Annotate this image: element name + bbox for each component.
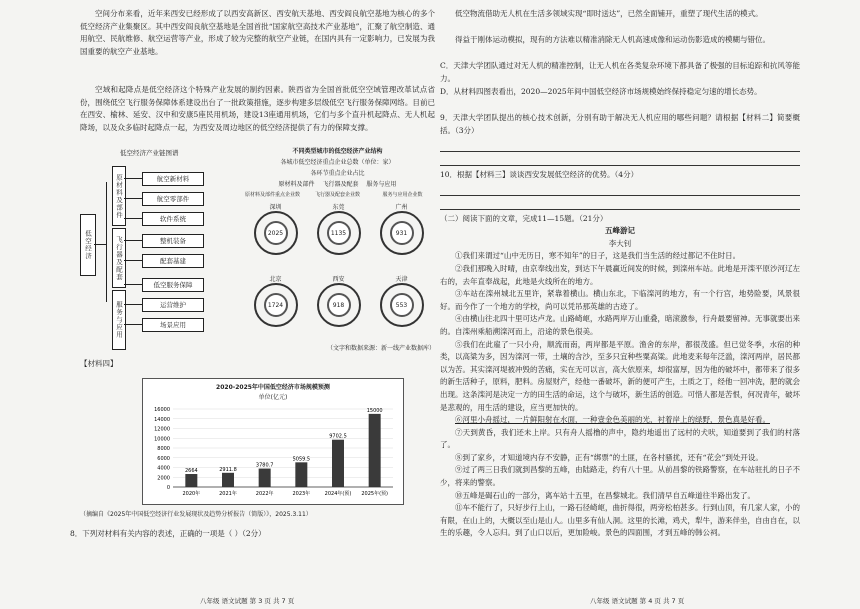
chain-title: 低空经济产业链图谱 xyxy=(120,149,179,157)
bar-value-label: 15000 xyxy=(366,407,383,414)
right-page xyxy=(440,8,800,562)
chart1-subtitle: 各城市低空经济重点企业总数（单位：家） xyxy=(280,159,395,166)
city-ring xyxy=(380,211,424,255)
legend-col-2: 服务与应用企业数 xyxy=(382,192,423,198)
chain-item-3: 整机装备 xyxy=(142,234,204,248)
chain-item-4: 配套基建 xyxy=(142,254,204,268)
option-b-text: 低空物流借助无人机在生活多领域实现“即时送达”，已然全面铺开，重塑了现代生活的模式。 xyxy=(455,9,763,18)
essay-paragraph: ⑩五峰是碣石山的一部分，离车站十五里，在昌黎城北。我们清早自五峰道往半路出发了。 xyxy=(455,490,755,500)
right-footer: 八年级 语文试题 第 4 页 共 7 页 xyxy=(590,597,685,605)
bar xyxy=(295,462,307,487)
x-tick-label: 2021年 xyxy=(219,491,237,497)
y-tick-label: 6000 xyxy=(157,455,170,462)
chain-item-0: 航空新材料 xyxy=(142,172,204,186)
essay-paragraph: ②我们那晚入时晴，由京奉线出发，到达下午晨赢近间发的时候，到滦州车站。此地是开滦平原沙河辽左右的，去年直奉战起，此地是火线所在的地方。 xyxy=(440,263,800,286)
city-card xyxy=(311,202,366,255)
essay-paragraph: ⑥河里小舟摇过，一片鲜阳射在水面，一种壹金色美丽的光，衬着岸上的绿野，景色真是好看。 xyxy=(455,415,770,425)
legend-0: 原材料及部件 xyxy=(278,181,315,188)
city-name: 西安 xyxy=(332,276,345,283)
left-page xyxy=(70,8,435,538)
y-tick-label: 14000 xyxy=(154,416,170,423)
chain-item-6: 运营维护 xyxy=(142,298,204,312)
essay-paragraph: ⑦天到黄昏，我们还未上岸。只有舟人摇橹的声中，隐约地遥出了远村的犬吠，知道要到了我们的村落了。 xyxy=(440,427,800,450)
left-footer: 八年级 语文试题 第 3 页 共 7 页 xyxy=(200,597,295,605)
legend-2: 服务与应用 xyxy=(366,181,397,188)
market-size-chart xyxy=(142,378,404,505)
material-4-label: 【材料四】 xyxy=(80,359,118,368)
bar xyxy=(259,469,271,487)
city-value: 918 xyxy=(332,301,345,309)
essay-paragraph: ⑨过了两三日我们就到昌黎的五峰，由陆路走，约有八十里。从前昌黎的铁路警察，在车站驻扎的日子不少，将来的警察。 xyxy=(440,465,800,488)
essay-author: 李大钊 xyxy=(608,238,632,248)
city-card xyxy=(248,202,303,255)
bar xyxy=(332,440,344,487)
legend-col-1: 飞行器及配套企业数 xyxy=(314,192,360,198)
section-2-heading: （二）阅读下面的文章，完成11—15题。（21分） xyxy=(440,213,608,223)
y-tick-label: 0 xyxy=(166,485,170,491)
essay-paragraph: ⑪车不能行了，只好步行上山，一路石径崎岖，曲折得很，两旁松柏甚多。行到山顶，有几家人家，小的有限，在山上的，大概以至山是山人。山里多有仙人洞。这里的长滩，鸡犬，犁牛，游来伴坐，自由自在，以生的乐趣，令人忘归。到了山口以后，更加险峻。景色的四面围，才到五峰的韩公祠。 xyxy=(440,503,800,538)
left-paragraph-1: 空间分布来看，近年来西安已经形成了以西安高新区、西安航天基地、西安阎良航空基地为核心的多个低空经济产业集聚区。其中西安阎良航空基地是全国首批“国家航空高技术产业基地”，汇聚了航空制造、通用航空、民航维修、航空运营等产业，形成了较为完整的航空产业链，在国内具有一定影响力，已发展为我国重要的航空产业基地。 xyxy=(80,9,435,56)
city-card xyxy=(374,202,429,255)
city-value: 1724 xyxy=(267,301,284,309)
city-card xyxy=(248,274,303,327)
source-note-2: （摘编自《2025年中国低空经济行业发展现状及趋势分析报告（简版）》，2025.3.11） xyxy=(80,511,312,518)
answer-line-10a[interactable] xyxy=(440,185,800,196)
x-tick-label: 2022年 xyxy=(255,491,274,497)
chain-group-1: 飞行器及配套 xyxy=(112,228,126,288)
chain-root: 低空经济 xyxy=(80,214,96,276)
bar-value-label: 2911.8 xyxy=(219,466,237,473)
bar-value-label: 2664 xyxy=(184,468,198,475)
city-ring xyxy=(317,283,361,327)
y-tick-label: 8000 xyxy=(157,446,170,452)
city-name: 广州 xyxy=(395,204,408,211)
city-ring xyxy=(380,283,424,327)
city-ring xyxy=(317,211,361,255)
city-name: 北京 xyxy=(269,276,282,283)
option-d: D．从材料四图表看出，2020—2025年间中国低空经济市场规模始终保持稳定匀速的增长态势。 xyxy=(440,87,762,96)
answer-line-9b[interactable] xyxy=(440,155,800,166)
answer-line-10b[interactable] xyxy=(440,199,800,210)
option-c: C．天津大学团队通过对无人机的精准控制，让无人机在各类复杂环境下都具备了极强的目标追踪和抗风等能力。 xyxy=(440,61,800,83)
legend-1: 飞行器及配套 xyxy=(322,181,359,188)
y-tick-label: 4000 xyxy=(157,465,170,472)
essay-title: 五峰游记 xyxy=(605,226,635,236)
city-value: 1135 xyxy=(330,229,347,237)
city-value: 931 xyxy=(395,229,408,237)
left-paragraph-2: 空域和起降点是低空经济这个特殊产业发展的制约因素。陕西省为全国首批低空空域管理改革试点省份，围绕低空飞行服务保障体系建设出台了一批政策措施，逐步构建多层级低空飞行服务保障网络。目前已在西安、榆林、延安、汉中和安康5座民用机场，建设13座通用机场，它们与多个直升机起降点、无人机起降场，以及众多临时起降点一起，为西安及周边地区的低空经济提供了有力的保障支撑。 xyxy=(80,85,435,132)
question-9: 9．天津大学团队提出的核心技术创新，分别有助于解决无人机应用的哪些问题？请根据【材料二】简要概括。（3分） xyxy=(440,113,800,135)
industry-chain-diagram xyxy=(80,144,240,344)
essay-paragraph: ⑤我们在此雇了一只小舟，顺流而南，两岸都是平原。渔舍的东岸，都很茂盛。但已觉冬季，水宿的种类，以高粱为多，因为滦河一带，土壤的含沙，至多只宜种些粟高粱。此地麦来每年泛滥，滦河两岸，居民都以为苦。其实滦河堤被冲毁的苦痛，实在无可以言，高大依原来，却很富厚，因为他的破坏中，都带来了很多的新生活种子，原料，肥料。房屋财产，经他一番破坏，新的便可产生，土质之丁，经他一回冲洗，肥的就会出现。这条滦河是决定一方的田生活的命运，这个与破坏，新生活的创造。可惜人都是苦恨，何况青年，破坏是悲观的，用生活的建设，应当更加快的。 xyxy=(440,339,800,412)
bar-value-label: 3780.7 xyxy=(255,462,274,469)
legend-columns xyxy=(240,191,435,198)
chart2-title: 2020-2025年中国低空经济市场规模预测 xyxy=(216,384,330,391)
bar xyxy=(222,473,234,487)
city-card xyxy=(311,274,366,327)
essay-body xyxy=(440,250,800,562)
chart1-subtitle2: 各环节重点企业占比 xyxy=(310,170,365,177)
chain-item-2: 软件系统 xyxy=(142,212,204,226)
y-tick-label: 12000 xyxy=(154,426,170,433)
chain-group-2: 服务与应用 xyxy=(112,290,126,350)
city-card xyxy=(374,274,429,327)
y-tick-label: 10000 xyxy=(154,436,170,443)
city-ring xyxy=(254,211,298,255)
city-name: 深圳 xyxy=(269,204,282,211)
legend-col-0: 原材料及部件重点企业数 xyxy=(245,192,301,198)
city-structure-chart xyxy=(240,146,435,351)
answer-line-9a[interactable] xyxy=(440,141,800,152)
x-tick-label: 2020年 xyxy=(182,491,201,497)
y-tick-label: 2000 xyxy=(157,475,170,482)
city-ring xyxy=(254,283,298,327)
bar-value-label: 5059.5 xyxy=(292,456,311,463)
chain-group-0: 原材料及部件 xyxy=(112,166,126,226)
chart1-legend xyxy=(240,179,435,188)
option-c-intro: 得益于刚体运动模拟，现有的方法难以精准消除无人机高速成像和运动伤影造成的模糊与错位。 xyxy=(455,35,770,44)
x-tick-label: 2023年 xyxy=(292,491,311,497)
chart1-title: 不同类型城市的低空经济产业结构 xyxy=(292,148,383,155)
essay-paragraph: ①我们来谓过“山中无历日，寒不知年”的日子，这是我们当生活的经过都记不住时日。 xyxy=(455,251,741,261)
essay-paragraph: ③车站在滦州城北五里许，紧靠着横山。横山东北，下临滦河的地方，有一个行宫，地势险要，风景很好。而今作了一个地方的学校，尚可以凭吊那英雄的古迹了。 xyxy=(440,289,800,311)
city-value: 2025 xyxy=(267,229,284,237)
chain-item-7: 场景应用 xyxy=(142,318,204,332)
city-name: 东莞 xyxy=(332,204,345,211)
source-note-1: （文字和数据来源：新一线产业数据库） xyxy=(326,345,435,352)
essay-paragraph: ④由横山往北四十里可达卢龙。山路崎岖，水路两岸万山重叠，暗滚激参，行舟最要留神。无事就要出来的。自滦州乘船溯滦河而上，沿途的景色很美。 xyxy=(440,314,800,336)
x-tick-label: 2024年(预) xyxy=(324,491,352,497)
question-10: 10．根据【材料三】谈谈西安发展低空经济的优势。（4分） xyxy=(440,170,639,179)
bar xyxy=(369,414,381,487)
y-tick-label: 16000 xyxy=(154,407,170,413)
city-name: 天津 xyxy=(395,276,408,283)
essay-paragraph: ⑧到了家乡，才知道境内存不安静，正有“绑票”的土匪，在各村骚扰，还有“花会”到处开设。 xyxy=(455,452,763,462)
bar-value-label: 9702.5 xyxy=(329,433,347,440)
city-value: 553 xyxy=(395,301,408,309)
x-tick-label: 2025年(预) xyxy=(361,491,388,497)
chart2-unit: 单位(亿元) xyxy=(258,394,288,401)
bar xyxy=(185,474,197,487)
question-8: 8．下列对材料有关内容的表述，正确的一项是（ ）（2分） xyxy=(70,529,266,538)
chain-item-1: 航空零部件 xyxy=(142,192,204,206)
bar-chart-svg xyxy=(143,405,401,501)
chain-item-5: 低空服务保障 xyxy=(142,278,204,292)
